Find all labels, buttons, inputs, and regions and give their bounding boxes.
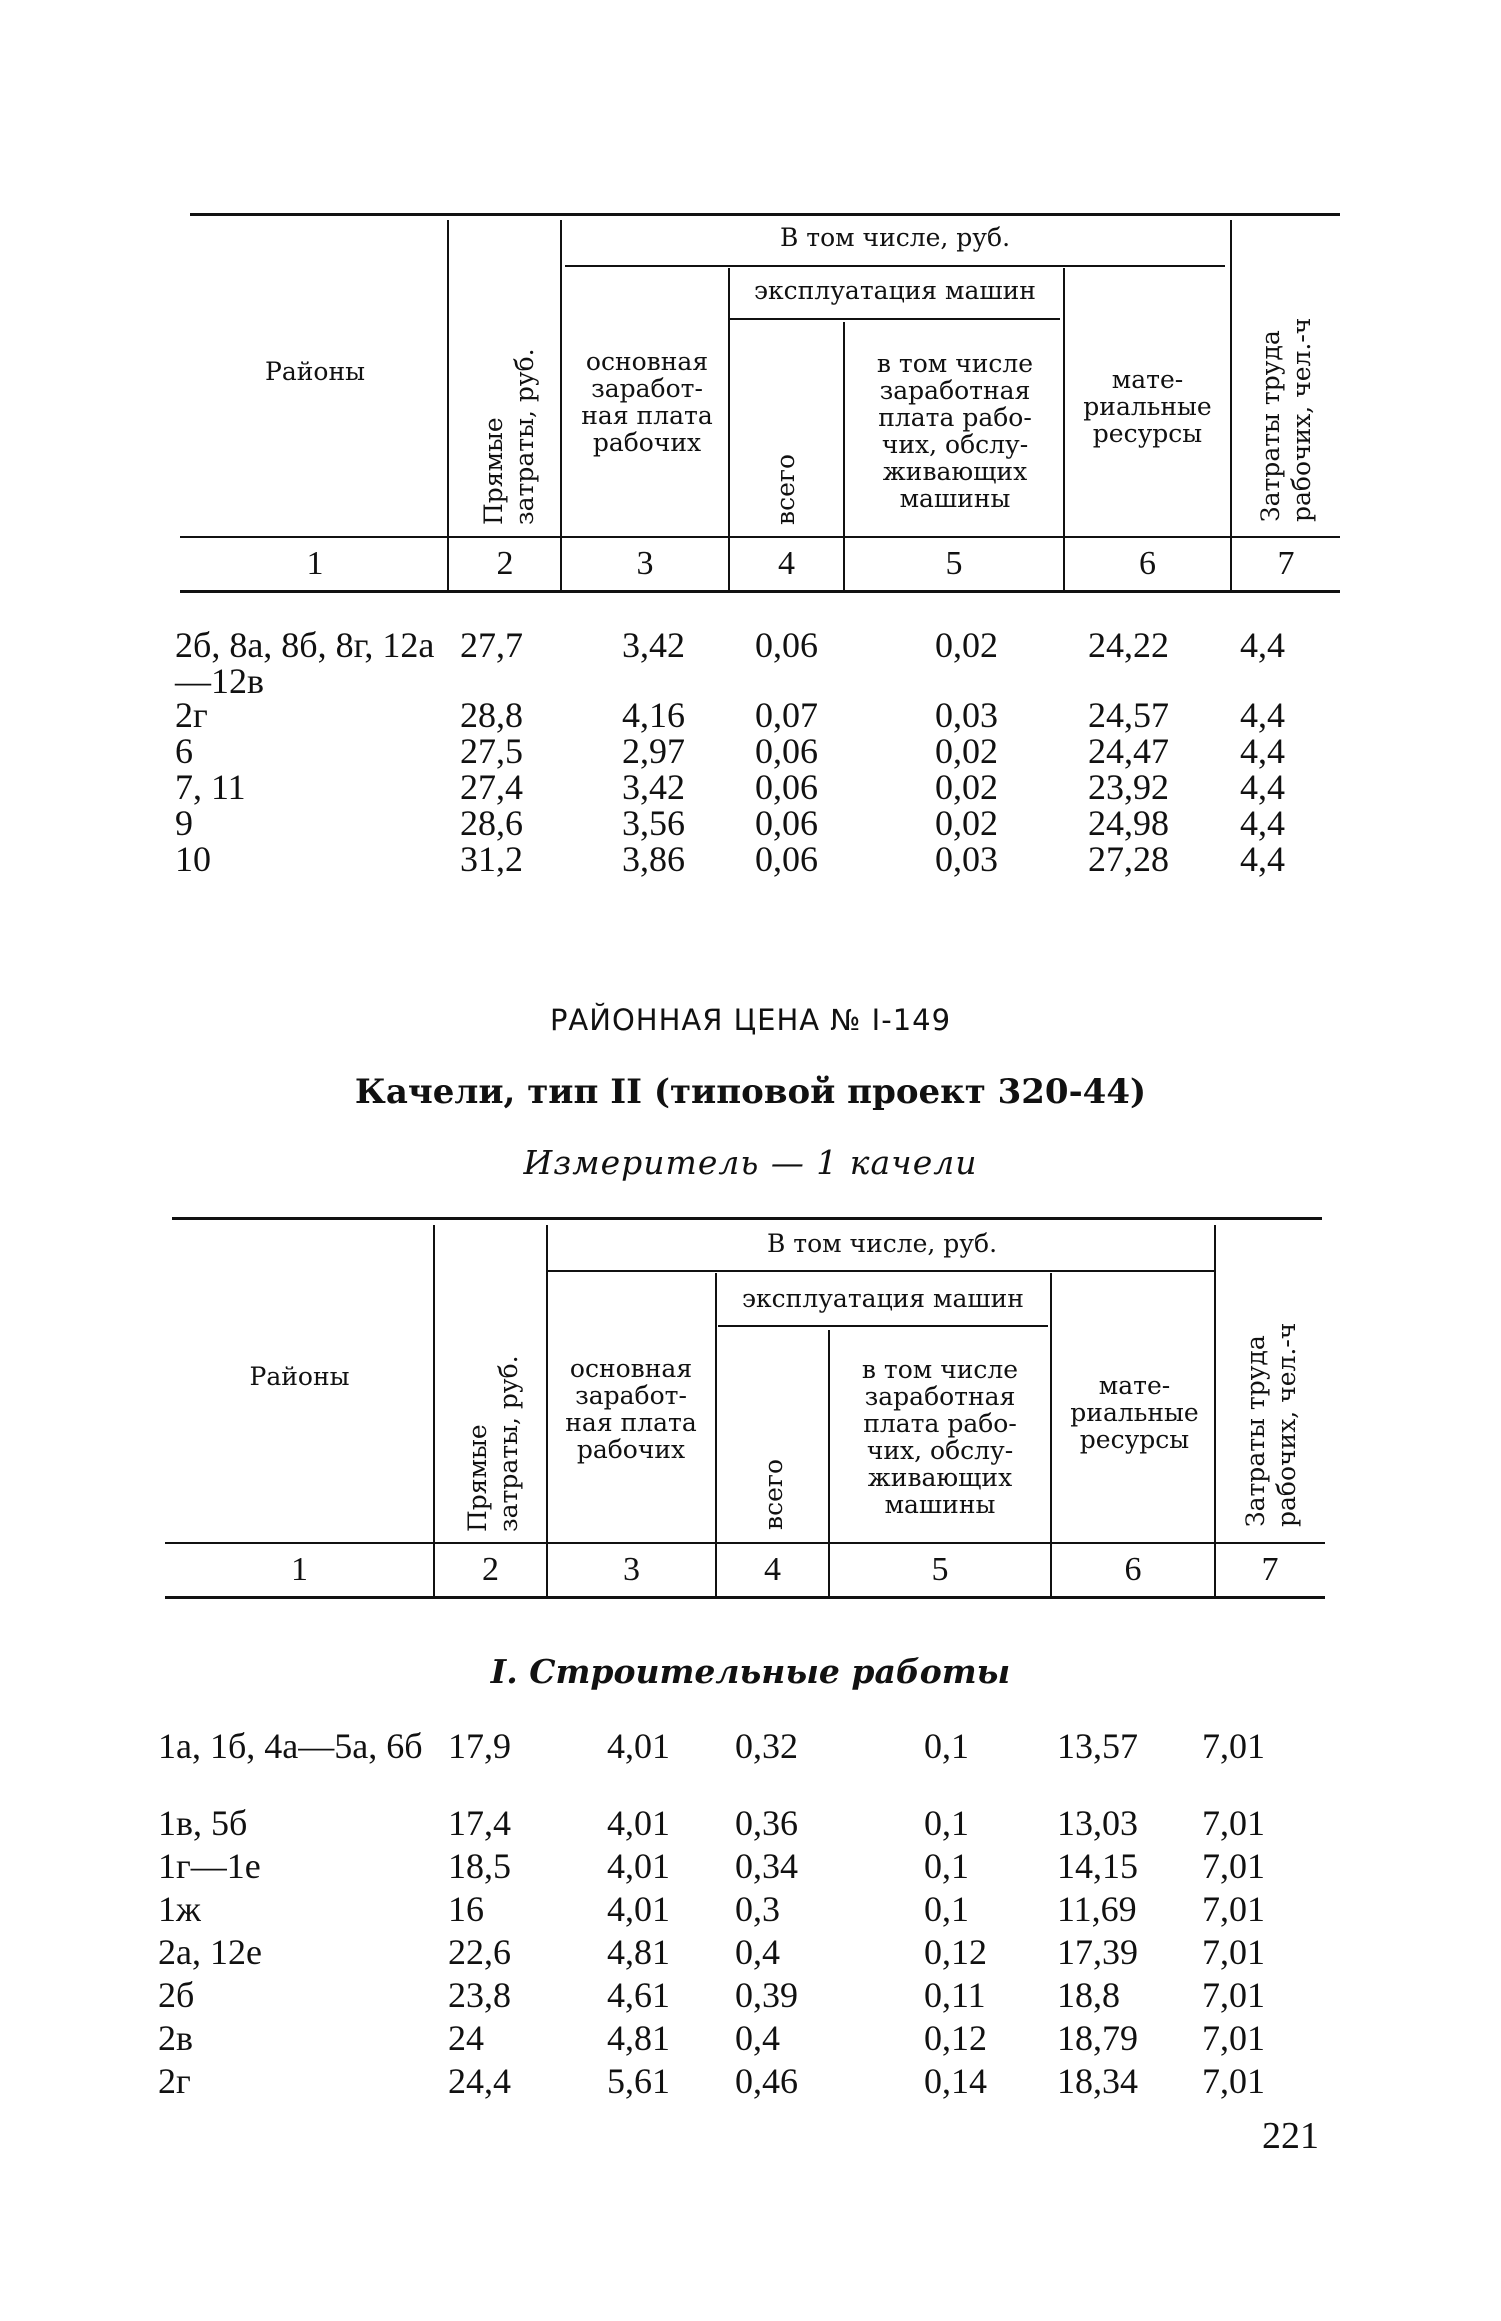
table-cell: 7,01 bbox=[1202, 1889, 1265, 1929]
row-name: 2а, 12е bbox=[158, 1932, 262, 1972]
table-cell: 4,01 bbox=[607, 1726, 670, 1766]
table-cell: 7,01 bbox=[1202, 1803, 1265, 1843]
table-cell: 4,81 bbox=[607, 2018, 670, 2058]
col-number: 6 bbox=[1124, 1551, 1142, 1588]
header-v-tom-chisle-zp: в том числе заработная плата рабо- чих, обслу- живающих машины bbox=[876, 349, 1034, 513]
table-cell: 2,97 bbox=[622, 731, 685, 771]
subsection-title: I. Строительные работы bbox=[490, 1652, 1011, 1691]
table-cell: 4,01 bbox=[607, 1889, 670, 1929]
table-cell: 18,34 bbox=[1057, 2061, 1138, 2101]
table-cell: 18,8 bbox=[1057, 1975, 1120, 2015]
row-name: 2б, 8а, 8б, 8г, 12а—12в bbox=[175, 625, 435, 701]
table-cell: 0,1 bbox=[924, 1889, 969, 1929]
table-cell: 0,1 bbox=[924, 1846, 969, 1886]
table-1-rule bbox=[565, 265, 1225, 267]
table-cell: 0,02 bbox=[935, 731, 998, 771]
row-name: 2в bbox=[158, 2018, 193, 2058]
table-cell: 0,06 bbox=[755, 839, 818, 879]
row-name: 10 bbox=[175, 839, 211, 879]
col-number: 6 bbox=[1139, 545, 1156, 582]
table-1-col-divider bbox=[1230, 220, 1232, 590]
header-osnovnaya: основная заработ- ная плата рабочих bbox=[565, 1354, 697, 1464]
header-rayony: Районы bbox=[265, 357, 365, 386]
table-cell: 4,16 bbox=[622, 695, 685, 735]
table-cell: 24 bbox=[448, 2018, 484, 2058]
header-pryamye: Прямые затраты, руб. bbox=[479, 348, 539, 525]
header-materialnye: мате- риальные ресурсы bbox=[1070, 1371, 1199, 1454]
header-zatraty-truda: Затраты труда рабочих, чел.-ч bbox=[1241, 1322, 1301, 1527]
table-1-rule bbox=[180, 536, 1340, 538]
table-cell: 5,61 bbox=[607, 2061, 670, 2101]
row-name: 1г—1е bbox=[158, 1846, 261, 1886]
header-rayony: Районы bbox=[249, 1362, 350, 1391]
table-cell: 4,01 bbox=[607, 1846, 670, 1886]
table-cell: 0,06 bbox=[755, 803, 818, 843]
table-2-col-divider bbox=[715, 1273, 717, 1597]
measure-line: Измеритель — 1 качели bbox=[523, 1143, 978, 1182]
table-cell: 22,6 bbox=[448, 1932, 511, 1972]
table-2-col-divider bbox=[546, 1225, 548, 1597]
header-v-tom-chisle: В том числе, руб. bbox=[766, 1229, 998, 1258]
table-cell: 28,6 bbox=[460, 803, 523, 843]
table-1-header-bottom-rule bbox=[180, 590, 1340, 593]
table-2-top-rule bbox=[172, 1217, 1322, 1220]
row-name: 1а, 1б, 4а—5а, 6б bbox=[158, 1726, 423, 1766]
table-cell: 0,03 bbox=[935, 839, 998, 879]
table-cell: 23,92 bbox=[1088, 767, 1169, 807]
table-cell: 7,01 bbox=[1202, 1975, 1265, 2015]
table-cell: 3,42 bbox=[622, 625, 685, 665]
table-cell: 0,4 bbox=[735, 2018, 780, 2058]
col-number: 1 bbox=[306, 545, 324, 582]
table-cell: 17,9 bbox=[448, 1726, 511, 1766]
table-cell: 3,56 bbox=[622, 803, 685, 843]
row-name: 7, 11 bbox=[175, 767, 246, 807]
table-1-col-divider bbox=[560, 220, 562, 590]
subject-title: Качели, тип II (типовой проект 320-44) bbox=[354, 1072, 1147, 1112]
col-number: 5 bbox=[945, 545, 963, 582]
col-number: 2 bbox=[496, 545, 514, 582]
table-cell: 23,8 bbox=[448, 1975, 511, 2015]
table-cell: 0,36 bbox=[735, 1803, 798, 1843]
header-zatraty-truda: Затраты труда рабочих, чел.-ч bbox=[1256, 317, 1316, 522]
row-name: 2г bbox=[175, 695, 208, 735]
table-cell: 13,57 bbox=[1057, 1726, 1138, 1766]
header-vsego: всего bbox=[759, 1458, 788, 1530]
header-v-tom-chisle-zp: в том числе заработная плата рабо- чих, обслу- живающих машины bbox=[861, 1355, 1019, 1519]
header-pryamye: Прямые затраты, руб. bbox=[463, 1355, 523, 1532]
table-cell: 0,03 bbox=[935, 695, 998, 735]
table-cell: 0,06 bbox=[755, 767, 818, 807]
table-2-header-bottom-rule bbox=[165, 1596, 1325, 1599]
col-number: 4 bbox=[778, 545, 795, 582]
table-cell: 0,3 bbox=[735, 1889, 780, 1929]
col-number: 7 bbox=[1261, 1551, 1279, 1588]
table-cell: 11,69 bbox=[1057, 1889, 1137, 1929]
table-cell: 27,4 bbox=[460, 767, 523, 807]
table-cell: 24,57 bbox=[1088, 695, 1169, 735]
table-cell: 0,4 bbox=[735, 1932, 780, 1972]
row-name: 9 bbox=[175, 803, 193, 843]
row-name: 2г bbox=[158, 2061, 191, 2101]
table-cell: 28,8 bbox=[460, 695, 523, 735]
table-1-col-divider bbox=[1063, 268, 1065, 590]
header-materialnye: мате- риальные ресурсы bbox=[1083, 365, 1212, 448]
table-cell: 24,47 bbox=[1088, 731, 1169, 771]
table-cell: 0,07 bbox=[755, 695, 818, 735]
table-cell: 0,1 bbox=[924, 1726, 969, 1766]
table-cell: 0,46 bbox=[735, 2061, 798, 2101]
table-cell: 7,01 bbox=[1202, 1846, 1265, 1886]
table-2-rule bbox=[165, 1542, 1325, 1544]
table-cell: 24,98 bbox=[1088, 803, 1169, 843]
col-number: 4 bbox=[764, 1551, 781, 1588]
table-cell: 14,15 bbox=[1057, 1846, 1138, 1886]
col-number: 3 bbox=[623, 1551, 640, 1588]
table-cell: 27,5 bbox=[460, 731, 523, 771]
table-cell: 4,61 bbox=[607, 1975, 670, 2015]
table-cell: 24,4 bbox=[448, 2061, 511, 2101]
table-cell: 3,86 bbox=[622, 839, 685, 879]
table-cell: 17,39 bbox=[1057, 1932, 1138, 1972]
table-cell: 24,22 bbox=[1088, 625, 1169, 665]
table-cell: 0,32 bbox=[735, 1726, 798, 1766]
page-number: 221 bbox=[1262, 2115, 1319, 2157]
header-v-tom-chisle: В том числе, руб. bbox=[779, 223, 1011, 252]
table-1-top-rule bbox=[190, 213, 1340, 216]
row-name: 2б bbox=[158, 1975, 195, 2015]
table-cell: 4,81 bbox=[607, 1932, 670, 1972]
table-cell: 16 bbox=[448, 1889, 484, 1929]
table-cell: 0,06 bbox=[755, 625, 818, 665]
table-1-rule bbox=[730, 318, 1060, 320]
table-cell: 18,79 bbox=[1057, 2018, 1138, 2058]
table-cell: 7,01 bbox=[1202, 1932, 1265, 1972]
table-cell: 0,06 bbox=[755, 731, 818, 771]
table-cell: 13,03 bbox=[1057, 1803, 1138, 1843]
table-2-col-divider bbox=[433, 1225, 435, 1597]
table-cell: 18,5 bbox=[448, 1846, 511, 1886]
table-cell: 0,39 bbox=[735, 1975, 798, 2015]
table-cell: 0,1 bbox=[924, 1803, 969, 1843]
table-cell: 0,02 bbox=[935, 767, 998, 807]
table-cell: 0,02 bbox=[935, 625, 998, 665]
header-ekspluatatsiya: эксплуатация машин bbox=[742, 1284, 1024, 1313]
table-2-col-divider bbox=[1050, 1273, 1052, 1597]
table-cell: 0,11 bbox=[924, 1975, 986, 2015]
table-2-col-divider bbox=[1214, 1225, 1216, 1597]
table-cell: 0,34 bbox=[735, 1846, 798, 1886]
table-1-col-divider bbox=[728, 268, 730, 590]
table-cell: 27,7 bbox=[460, 625, 523, 665]
table-cell: 7,01 bbox=[1202, 2061, 1265, 2101]
table-cell: 4,4 bbox=[1240, 839, 1285, 879]
table-cell: 7,01 bbox=[1202, 1726, 1265, 1766]
table-cell: 4,4 bbox=[1240, 731, 1285, 771]
table-cell: 0,12 bbox=[924, 2018, 987, 2058]
table-cell: 4,4 bbox=[1240, 803, 1285, 843]
col-number: 5 bbox=[931, 1551, 949, 1588]
table-cell: 4,4 bbox=[1240, 767, 1285, 807]
header-osnovnaya: основная заработ- ная плата рабочих bbox=[581, 347, 713, 457]
table-cell: 4,4 bbox=[1240, 625, 1285, 665]
table-cell: 27,28 bbox=[1088, 839, 1169, 879]
table-cell: 31,2 bbox=[460, 839, 523, 879]
table-2-rule bbox=[548, 1270, 1216, 1272]
col-number: 1 bbox=[291, 1551, 308, 1588]
table-cell: 0,14 bbox=[924, 2061, 987, 2101]
table-cell: 3,42 bbox=[622, 767, 685, 807]
table-cell: 7,01 bbox=[1202, 2018, 1265, 2058]
row-name: 1ж bbox=[158, 1889, 201, 1929]
header-vsego: всего bbox=[771, 453, 800, 525]
col-number: 7 bbox=[1277, 545, 1295, 582]
row-name: 1в, 5б bbox=[158, 1803, 248, 1843]
table-2-rule bbox=[718, 1325, 1048, 1327]
row-name: 6 bbox=[175, 731, 193, 771]
table-cell: 4,4 bbox=[1240, 695, 1285, 735]
header-ekspluatatsiya: эксплуатация машин bbox=[754, 276, 1036, 305]
col-number: 3 bbox=[636, 545, 654, 582]
table-cell: 0,02 bbox=[935, 803, 998, 843]
table-cell: 0,12 bbox=[924, 1932, 987, 1972]
table-1-col-divider bbox=[447, 220, 449, 590]
price-title: РАЙОННАЯ ЦЕНА № I-149 bbox=[549, 1003, 952, 1037]
col-number: 2 bbox=[482, 1551, 499, 1588]
table-cell: 17,4 bbox=[448, 1803, 511, 1843]
table-cell: 4,01 bbox=[607, 1803, 670, 1843]
